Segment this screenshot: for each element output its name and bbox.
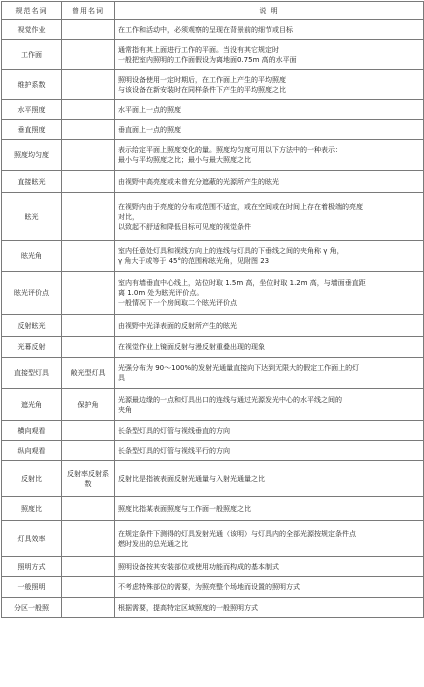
term-cell: 遮光角 xyxy=(2,389,62,421)
description-line: 不考虑特殊部位的需要，为照亮整个场地而设置的照明方式 xyxy=(118,583,300,591)
alias-cell xyxy=(62,337,115,358)
term-cell: 反射比 xyxy=(2,461,62,497)
term-cell: 照明方式 xyxy=(2,557,62,577)
description-cell xyxy=(115,521,424,557)
description-line: 在规定条件下测得的灯具发射光通（该明）与灯具内的全部光源按规定条件点 xyxy=(118,529,356,538)
description-line: 照明设备使用一定时期后，在工作面上产生的平均照度 xyxy=(118,75,286,84)
description-cell xyxy=(115,389,424,421)
term-cell: 眩光角 xyxy=(2,241,62,272)
alias-cell xyxy=(62,421,115,441)
alias-cell xyxy=(62,557,115,577)
description-line: 根据需要，提高特定区域照度的一般照明方式 xyxy=(118,603,258,612)
description-cell xyxy=(115,461,424,497)
description-cell xyxy=(115,441,424,461)
description-line: 在工作和活动中，必须观察的呈现在背景前的细节或目标 xyxy=(118,25,293,34)
description-cell xyxy=(115,598,424,618)
description-line: 反射比是指被表面反射光通量与入射光通量之比 xyxy=(118,474,265,483)
alias-cell xyxy=(62,40,115,70)
table-row xyxy=(2,521,424,557)
description-cell xyxy=(115,337,424,358)
description-line: 通常指有其上面进行工作的平面。当没有其它规定时 xyxy=(118,45,279,54)
description-line: 照明设备按其安装部位或使用功能而构成的基本制式 xyxy=(118,562,279,571)
table-body xyxy=(2,20,424,618)
description-line: 由视野中高亮度或未曾充分遮蔽的光源所产生的眩光 xyxy=(118,177,279,186)
description-cell xyxy=(115,20,424,40)
table-row xyxy=(2,171,424,193)
description-line: 一般情况下一个房间取二个眩光评价点 xyxy=(118,299,237,307)
alias-cell: 敞光型灯具 xyxy=(62,358,115,389)
description-line: 长条型灯具的灯管与视线垂直的方向 xyxy=(118,426,230,435)
alias-cell xyxy=(62,100,115,120)
term-cell: 直接眩光 xyxy=(2,171,62,193)
description-line: 夹角 xyxy=(118,405,132,414)
table-row xyxy=(2,577,424,598)
alias-cell xyxy=(62,497,115,521)
description-cell xyxy=(115,577,424,598)
table-row xyxy=(2,193,424,241)
description-cell xyxy=(115,70,424,100)
description-cell xyxy=(115,497,424,521)
table-row xyxy=(2,598,424,618)
description-cell xyxy=(115,241,424,272)
description-cell xyxy=(115,140,424,171)
table-row xyxy=(2,358,424,389)
alias-cell xyxy=(62,120,115,140)
alias-cell xyxy=(62,441,115,461)
description-line: 水平面上一点的照度 xyxy=(118,105,181,114)
description-cell xyxy=(115,120,424,140)
description-line: 以致起不舒适和降低目标可见度的视觉条件 xyxy=(118,222,251,231)
description-line: 表示给定平面上照度变化的量。照度均匀度可用以下方法中的一种表示： xyxy=(118,146,342,154)
term-cell: 横向观看 xyxy=(2,421,62,441)
description-cell xyxy=(115,557,424,577)
table-row xyxy=(2,140,424,171)
alias-cell xyxy=(62,140,115,171)
alias-cell xyxy=(62,598,115,618)
alias-cell xyxy=(62,241,115,272)
table-row xyxy=(2,70,424,100)
term-cell: 视觉作业 xyxy=(2,20,62,40)
table-row xyxy=(2,272,424,315)
description-cell xyxy=(115,100,424,120)
description-line: 光强分布为 90～100%的发射光通量直接向下达到无限大的假定工作面上的灯 xyxy=(118,364,360,372)
alias-cell xyxy=(62,521,115,557)
description-cell xyxy=(115,40,424,70)
term-cell: 眩光评价点 xyxy=(2,272,62,315)
description-line: 垂直面上一点的照度 xyxy=(118,125,181,134)
term-cell: 工作面 xyxy=(2,40,62,70)
alias-cell xyxy=(62,315,115,337)
table-row xyxy=(2,557,424,577)
description-line: 一般把室内照明的工作面假设为离地面0.75m 高的水平面 xyxy=(118,55,297,64)
table-row xyxy=(2,421,424,441)
description-cell xyxy=(115,315,424,337)
table-row xyxy=(2,497,424,521)
term-cell: 反射眩光 xyxy=(2,315,62,337)
term-cell: 一般照明 xyxy=(2,577,62,598)
alias-cell xyxy=(62,171,115,193)
table-row xyxy=(2,40,424,70)
glossary-table xyxy=(1,1,424,618)
alias-cell: 反射率反射系数 xyxy=(62,461,115,497)
description-line: 在视野内由于亮度的分布或范围不适宜，或在空间或在时间上存在着极端的亮度 xyxy=(118,202,363,211)
description-line: 离 1.0m 处为眩光评价点。 xyxy=(118,289,204,297)
header-row xyxy=(2,2,424,20)
description-cell xyxy=(115,421,424,441)
description-line: 燃时发出的总光通之比 xyxy=(118,539,188,548)
description-cell xyxy=(115,171,424,193)
table-row xyxy=(2,20,424,40)
alias-cell xyxy=(62,20,115,40)
description-line: 光源最边缘的一点和灯具出口的连线与通过光源发光中心的水平线之间的 xyxy=(118,395,342,404)
description-line: 具 xyxy=(118,374,125,382)
table-row xyxy=(2,100,424,120)
description-cell xyxy=(115,272,424,315)
table-row xyxy=(2,337,424,358)
term-cell: 纵向观看 xyxy=(2,441,62,461)
description-cell xyxy=(115,358,424,389)
description-line: 照度比指某表面照度与工作面一般照度之比 xyxy=(118,504,251,513)
table-row xyxy=(2,315,424,337)
table-row xyxy=(2,389,424,421)
header-description: 说 明 xyxy=(115,2,424,20)
alias-cell xyxy=(62,193,115,241)
term-cell: 眩光 xyxy=(2,193,62,241)
alias-cell xyxy=(62,577,115,598)
header-alias: 曾用名词 xyxy=(62,2,115,20)
table-row xyxy=(2,461,424,497)
description-line: 最小与平均照度之比；最小与最大照度之比 xyxy=(118,156,251,164)
table-row xyxy=(2,120,424,140)
description-line: 对比， xyxy=(118,212,139,221)
term-cell: 垂直照度 xyxy=(2,120,62,140)
description-line: γ 角大于或等于 45°的范围称眩光角，见附图 23 xyxy=(118,257,270,265)
alias-cell xyxy=(62,272,115,315)
term-cell: 分区一般照 xyxy=(2,598,62,618)
description-line: 长条型灯具的灯管与视线平行的方向 xyxy=(118,446,230,455)
description-line: 室内任意处灯具和视线方向上的连线与灯具的下垂线之间的夹角称 γ 角， xyxy=(118,247,344,255)
description-line: 与该设备在新安装时在同样条件下产生的平均照度之比 xyxy=(118,85,286,94)
table-row xyxy=(2,441,424,461)
term-cell: 维护系数 xyxy=(2,70,62,100)
description-line: 在视觉作业上镜面反射与漫反射重叠出现的现象 xyxy=(118,343,265,351)
term-cell: 直接型灯具 xyxy=(2,358,62,389)
alias-cell: 保护角 xyxy=(62,389,115,421)
description-line: 由视野中光泽表面的反射所产生的眩光 xyxy=(118,321,237,330)
term-cell: 光幕反射 xyxy=(2,337,62,358)
description-line: 室内有墙垂直中心线上，站位时取 1.5m 高，坐位时取 1.2m 高，与墙面垂直距 xyxy=(118,279,366,287)
alias-cell xyxy=(62,70,115,100)
table-row xyxy=(2,241,424,272)
term-cell: 照度均匀度 xyxy=(2,140,62,171)
term-cell: 照度比 xyxy=(2,497,62,521)
term-cell: 灯具效率 xyxy=(2,521,62,557)
term-cell: 水平照度 xyxy=(2,100,62,120)
header-term: 规范名词 xyxy=(2,2,62,20)
description-cell xyxy=(115,193,424,241)
